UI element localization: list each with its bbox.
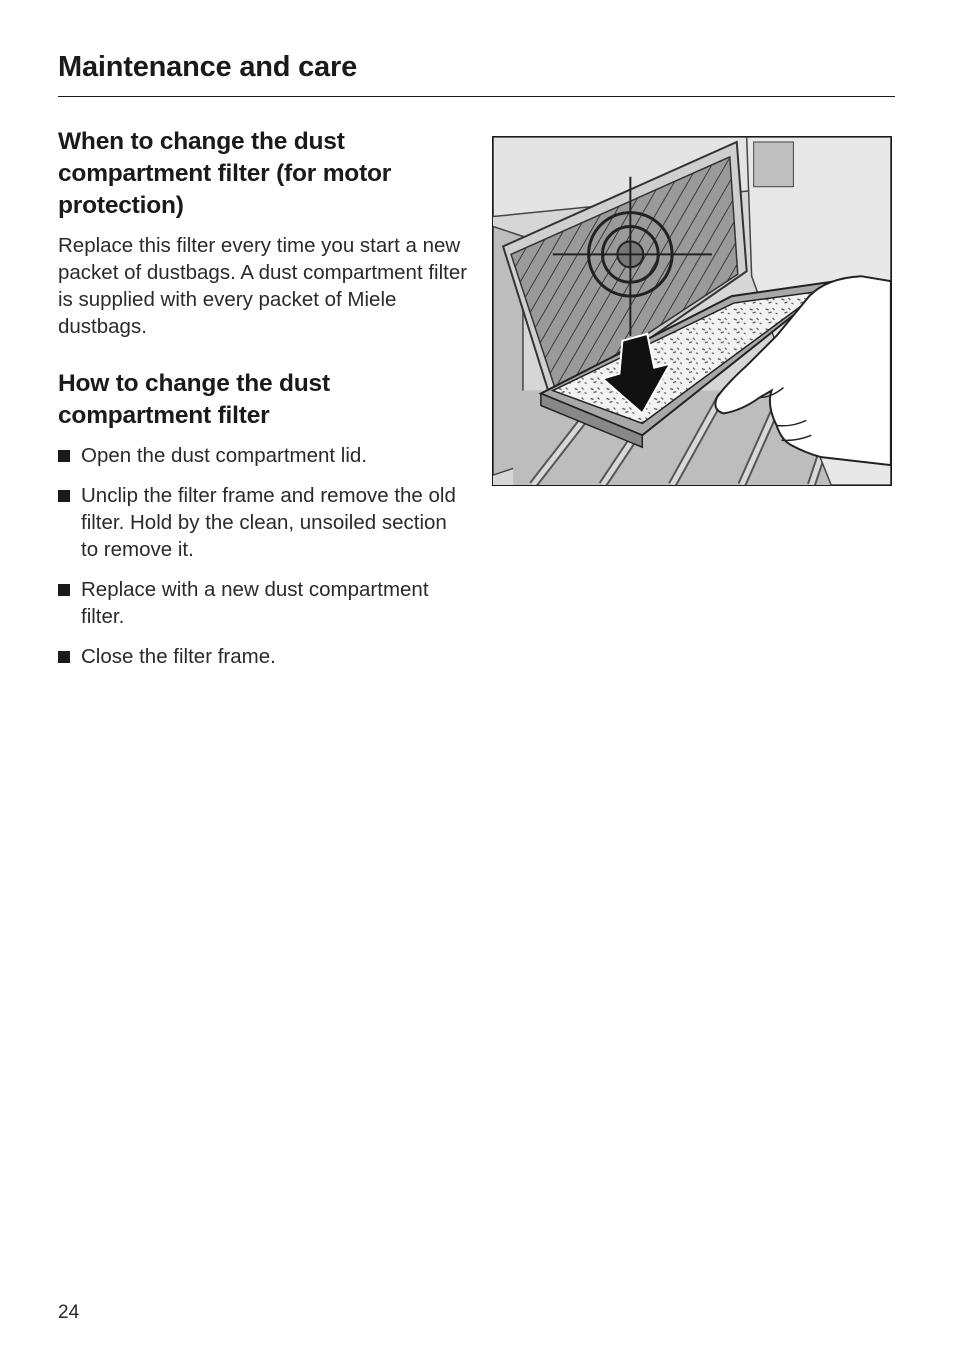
square-bullet-icon (58, 490, 70, 502)
list-item: Unclip the filter frame and remove the old filter. Hold by the clean, unsoiled section to remove it. (58, 482, 468, 563)
square-bullet-icon (58, 450, 70, 462)
list-item: Close the filter frame. (58, 643, 468, 670)
steps-list (58, 442, 468, 670)
square-bullet-icon (58, 584, 70, 596)
list-item: Open the dust compartment lid. (58, 442, 468, 469)
content-column (58, 126, 468, 683)
page-title: Maintenance and care (58, 51, 357, 83)
square-bullet-icon (58, 651, 70, 663)
filter-illustration (492, 136, 892, 486)
section-heading-how-to-change: How to change the dust compartment filter (58, 370, 330, 429)
section-heading-when-to-change: When to change the dust compartment filter (for motor protection) (58, 128, 392, 219)
section-body-when-to-change: Replace this filter every time you start a new packet of dustbags. A dust compartment filter is supplied with every packet of Miele dustbags. (58, 234, 468, 338)
filter-illustration-svg (493, 137, 891, 485)
page-number: 24 (58, 1302, 80, 1323)
list-item: Replace with a new dust compartment filter. (58, 576, 468, 630)
page-header (58, 52, 895, 97)
